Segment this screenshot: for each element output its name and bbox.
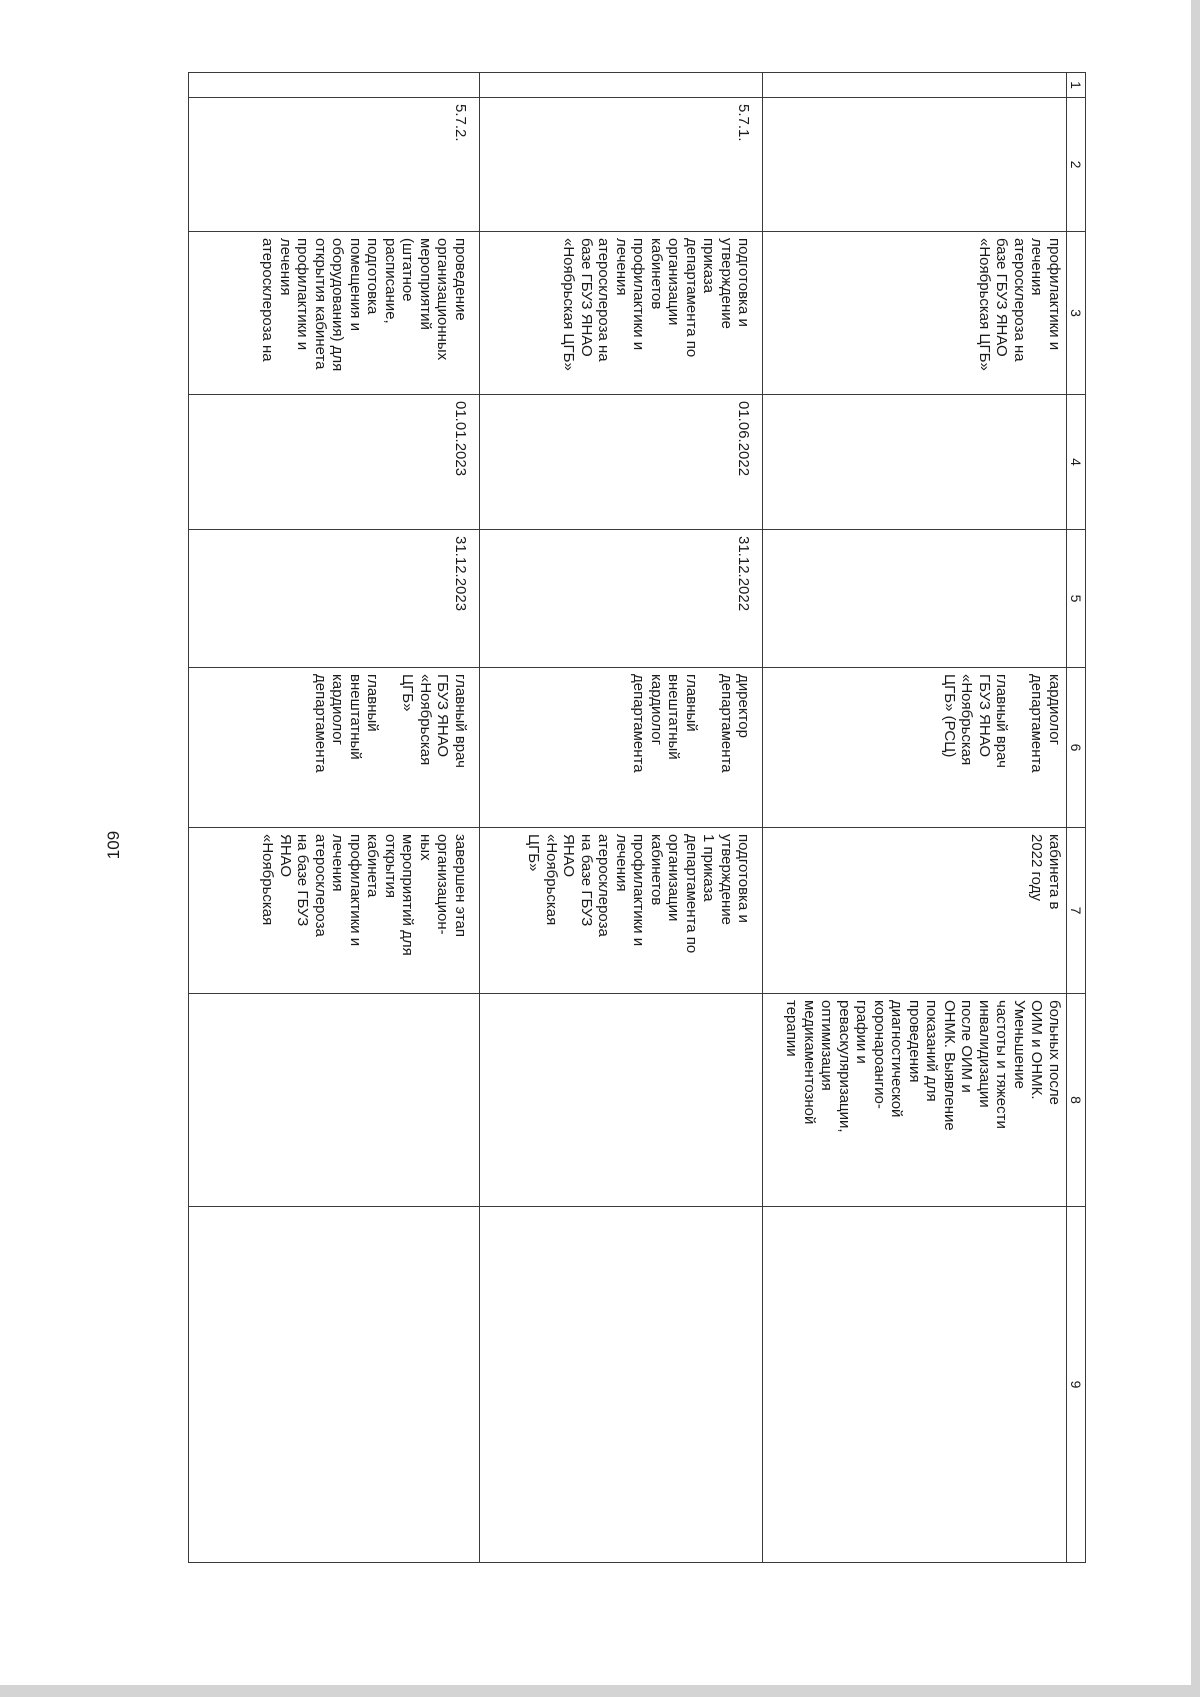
column-header: 3	[1066, 232, 1085, 395]
table-cell	[479, 73, 763, 98]
column-header: 9	[1066, 1207, 1085, 1563]
column-header: 2	[1066, 98, 1085, 232]
table-row	[763, 73, 1067, 1563]
table-cell: проведение организационных мероприятий (штатное расписание, подготовка помещения и оборудования) для открытия кабинета профилактики и лечения атеросклероза на	[189, 232, 480, 395]
page-number: 109	[104, 830, 123, 860]
table-cell	[763, 1207, 1067, 1563]
table-cell	[763, 395, 1067, 530]
data-table	[188, 72, 1086, 1563]
column-header: 5	[1066, 530, 1085, 668]
table-cell: директор департамента главный внештатный кардиолог департамента	[479, 668, 763, 828]
table-cell	[189, 73, 480, 98]
table-cell	[763, 530, 1067, 668]
table-cell: 5.7.2.	[189, 98, 480, 232]
table-cell: завершен этап организацион- ных мероприятий для открытия кабинета профилактики и лечения атеросклероза на базе ГБУЗ ЯНАО «Ноябрьская	[189, 828, 480, 994]
table-cell	[763, 73, 1067, 98]
column-header: 8	[1066, 994, 1085, 1207]
table-cell: кардиолог департамента главный врач ГБУЗ ЯНАО «Ноябрьская ЦГБ» (РСЦ)	[763, 668, 1067, 828]
column-header: 7	[1066, 828, 1085, 994]
table-cell: 5.7.1.	[479, 98, 763, 232]
table-row	[189, 73, 480, 1563]
table-cell	[763, 98, 1067, 232]
table-cell: 01.06.2022	[479, 395, 763, 530]
table-cell: 31.12.2023	[189, 530, 480, 668]
table-cell: кабинета в 2022 году	[763, 828, 1067, 994]
table-cell: подготовка и утверждение приказа департамента по организации кабинетов профилактики и лечения атеросклероза на базе ГБУЗ ЯНАО «Ноябрьская ЦГБ»	[479, 232, 763, 395]
column-header: 4	[1066, 395, 1085, 530]
table-header-row	[1066, 73, 1085, 1563]
table-cell: 01.01.2023	[189, 395, 480, 530]
table-cell	[479, 1207, 763, 1563]
table-cell	[189, 1207, 480, 1563]
table-cell: 31.12.2022	[479, 530, 763, 668]
table-row	[479, 73, 763, 1563]
column-header: 6	[1066, 668, 1085, 828]
table-cell: больных после ОИМ и ОНМК. Уменьшение частоты и тяжести инвалидизации после ОИМ и ОНМК. Выявление показаний для проведения диагностической коронароангио- графии и реваскуляризации, оптимизация медикаментозной терапии	[763, 994, 1067, 1207]
table-cell: профилактики и лечения атеросклероза на базе ГБУЗ ЯНАО «Ноябрьская ЦГБ»	[763, 232, 1067, 395]
table-cell: подготовка и утверждение 1 приказа департамента по организации кабинетов профилактики и лечения атеросклероза на базе ГБУЗ ЯНАО «Ноябрьская ЦГБ»	[479, 828, 763, 994]
table-cell	[189, 994, 480, 1207]
table-cell	[479, 994, 763, 1207]
table-cell: главный врач ГБУЗ ЯНАО «Ноябрьская ЦГБ» главный внештатный кардиолог департамента	[189, 668, 480, 828]
column-header: 1	[1066, 73, 1085, 98]
rotated-table-wrapper	[188, 72, 1086, 1562]
